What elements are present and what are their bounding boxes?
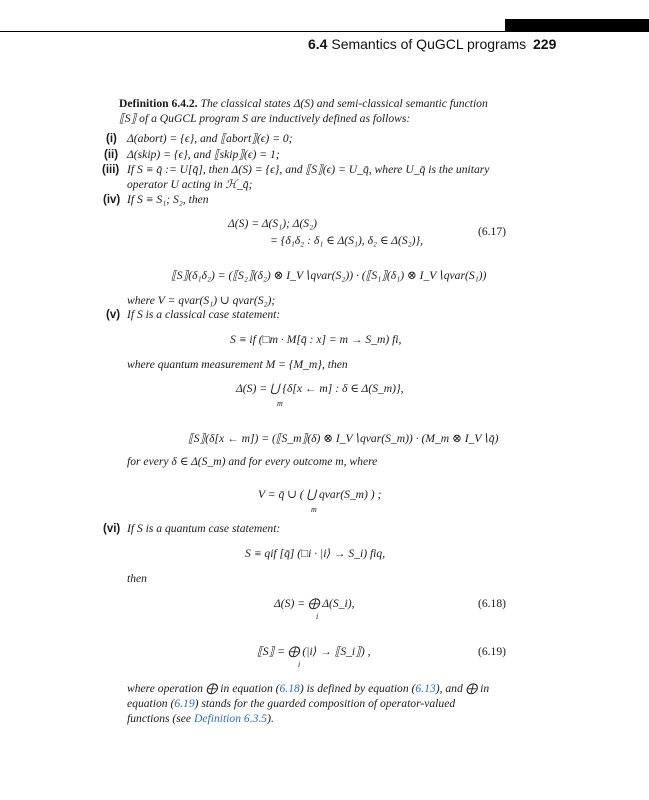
oplus-subscript-i: i [316,612,319,621]
closing-line1 [127,682,489,696]
item-v-text: If S is a classical case statement: [127,308,281,321]
union-subscript-m-2: m [311,505,317,514]
item-vi-then: then [127,572,147,585]
equation-6-19: ⟦S⟧ = ⨁ (|i⟩ → ⟦S_i⟧) , [257,645,371,658]
item-ii-text: Δ(skip) = {ϵ}, and ⟦skip⟧(ϵ) = 1; [127,148,280,161]
section-title: Semantics of QuGCL programs [331,36,527,52]
item-i-text: Δ(abort) = {ϵ}, and ⟦abort⟧(ϵ) = 0; [127,132,293,145]
closing-text-2b: ) stands for the guarded composition of operator-valued [194,697,456,710]
item-v-number: (v) [106,309,121,321]
ref-equation-6-13[interactable]: 6.13 [415,682,436,695]
definition-intro-1: The classical states Δ(S) and semi-classical semantic function [200,97,488,110]
ref-equation-6-19[interactable]: 6.19 [174,697,195,710]
closing-text-2a: equation ( [127,697,175,710]
definition-intro-2: ⟦S⟧ of a QuGCL program S are inductively defined as follows: [119,112,411,125]
closing-line3 [127,712,274,726]
ref-definition-6-3-5[interactable]: Definition 6.3.5 [193,712,268,725]
header-bar [505,19,649,31]
equation-classical-case: S ≡ if (□m · M[q̄ : x] = m → S_m) fi, [230,333,402,346]
item-iii-line2: operator U acting in ℋ_q̄; [127,178,253,191]
ref-equation-6-18[interactable]: 6.18 [279,682,300,695]
closing-text-1b: ) is defined by equation ( [299,682,416,695]
equation-semantic-sequential: ⟦S⟧(δ₁δ₂) = (⟦S₂⟧(δ₂) ⊗ I_V∖qvar(S₂)) · (⟦S₁⟧(δ₁) ⊗ I_V∖qvar(S₁)) [171,269,487,282]
item-v-measurement: where quantum measurement M = {M_m}, then [127,358,348,371]
item-i-number: (i) [106,133,117,145]
equation-number-6-19: (6.19) [478,645,507,658]
closing-text-1a: where operation ⨁ in equation ( [127,682,280,695]
closing-text-3a: functions (see [127,712,194,725]
item-iv-where: where V = qvar(S₁) ∪ qvar(S₂); [127,294,276,307]
definition-line1 [119,97,488,111]
item-iv-number: (iv) [103,194,121,206]
item-iii-line1: If S ≡ q̄ := U[q̄], then Δ(S) = {ϵ}, and ⟦S⟧(ϵ) = U_q̄, where U_q̄ is the unitary [127,163,490,176]
equation-6-18: Δ(S) = ⨁ Δ(S_i), [274,597,355,610]
item-iii-number: (iii) [102,164,120,176]
equation-quantum-case: S ≡ qif [q̄] (□i · |i⟩ → S_i) fiq, [245,547,386,560]
equation-semantic-case: ⟦S⟧(δ[x ← m]) = (⟦S_m⟧(δ) ⊗ I_V∖qvar(S_m)) · (M_m ⊗ I_V∖q̄) [188,432,499,445]
item-vi-number: (vi) [103,523,121,535]
equation-number-6-18: (6.18) [478,597,507,610]
equation-V-definition: V = q̄ ∪ ( ⋃ qvar(S_m) ) ; [258,488,382,501]
item-v-for-every: for every δ ∈ Δ(S_m) and for every outcome m, where [127,455,378,468]
oplus-subscript-i-2: i [298,660,301,669]
section-number: 6.4 [308,36,328,52]
closing-line2 [127,697,455,711]
closing-text-3b: ). [267,712,274,725]
equation-number-6-17: (6.17) [478,225,507,238]
item-ii-number: (ii) [104,149,119,161]
item-vi-text: If S is a quantum case statement: [127,522,281,535]
equation-delta-case: Δ(S) = ⋃ {δ[x ← m] : δ ∈ Δ(S_m)}, [236,382,404,395]
equation-6-17-line2: = {δ₁δ₂ : δ₁ ∈ Δ(S₁), δ₂ ∈ Δ(S₂)}, [270,234,424,247]
item-iv-text: If S ≡ S₁; S₂, then [127,193,209,206]
equation-6-17-line1: Δ(S) = Δ(S₁); Δ(S₂) [228,217,317,230]
page-number: 229 [533,36,557,52]
running-header [308,36,526,52]
closing-text-1c: ), and ⨁ in [435,682,490,695]
definition-label: Definition 6.4.2. [119,97,198,110]
header-rule [0,31,649,32]
union-subscript-m: m [277,399,283,408]
